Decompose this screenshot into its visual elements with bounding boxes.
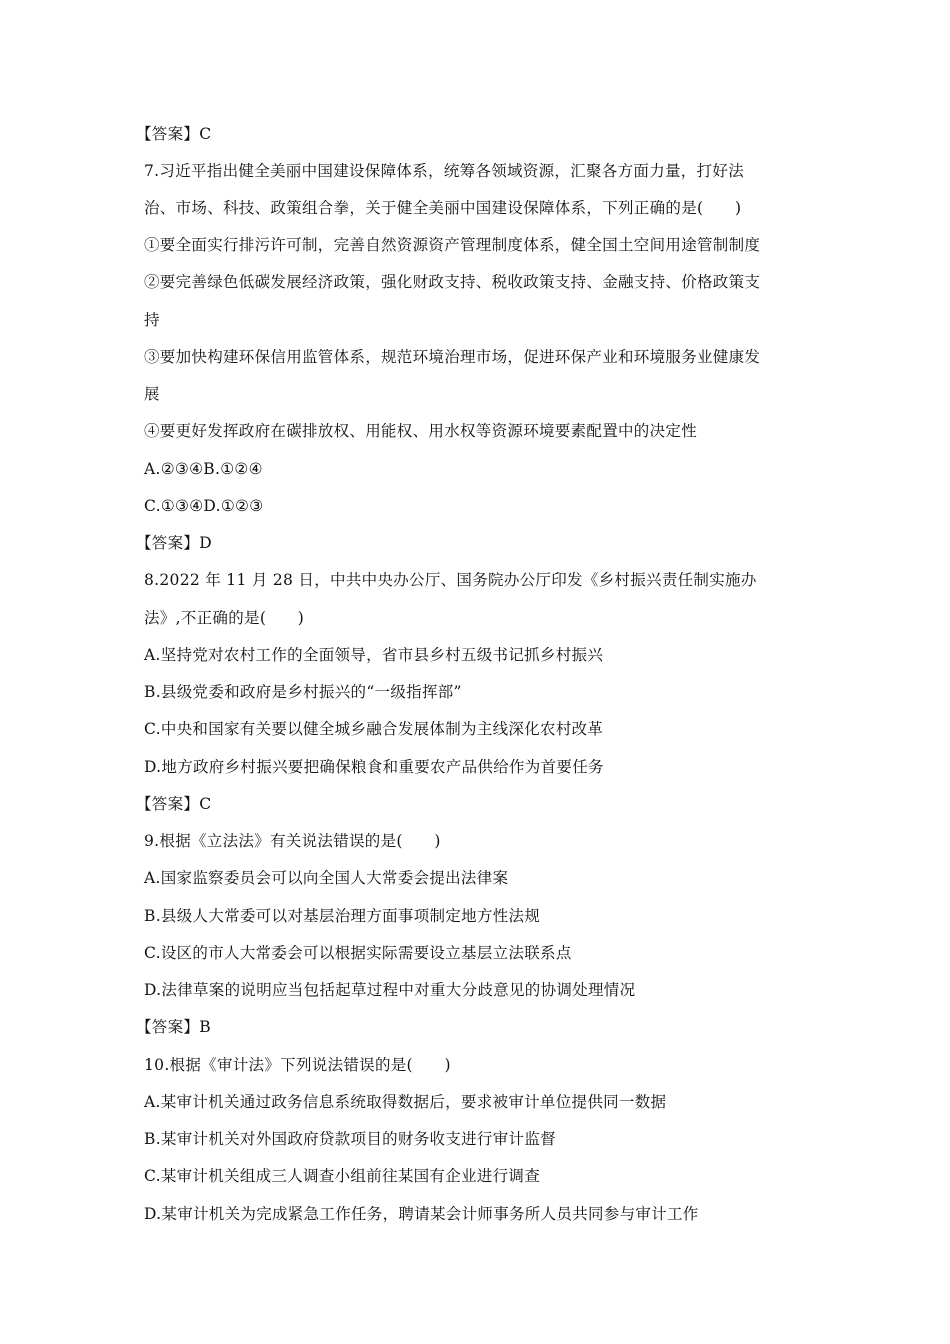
question-8-option-b: B.县级党委和政府是乡村振兴的“一级指挥部”	[144, 683, 462, 701]
answer-label: 【答案】C	[136, 795, 212, 813]
question-9-option-c: C.设区的市人大常委会可以根据实际需要设立基层立法联系点	[144, 944, 572, 962]
question-10-option-d: D.某审计机关为完成紧急工作任务，聘请某会计师事务所人员共同参与审计工作	[144, 1205, 699, 1223]
question-9-option-d: D.法律草案的说明应当包括起草过程中对重大分歧意见的协调处理情况	[144, 981, 636, 999]
question-10-option-b: B.某审计机关对外国政府贷款项目的财务收支进行审计监督	[144, 1130, 556, 1148]
answer-label: 【答案】D	[136, 534, 212, 552]
question-7-stem-line-1: 7.习近平指出健全美丽中国建设保障体系，统筹各领域资源，汇聚各方面力量，打好法	[144, 162, 744, 180]
question-8-option-c: C.中央和国家有关要以健全城乡融合发展体制为主线深化农村改革	[144, 720, 604, 738]
answer-label: 【答案】B	[136, 1018, 211, 1036]
question-7-statement-4: ④要更好发挥政府在碳排放权、用能权、用水权等资源环境要素配置中的决定性	[144, 422, 698, 440]
answer-label: 【答案】C	[136, 125, 212, 143]
question-7-statement-3: ③要加快构建环保信用监管体系，规范环境治理市场，促进环保产业和环境服务业健康发	[144, 348, 761, 366]
question-10-stem: 10.根据《审计法》下列说法错误的是( )	[144, 1056, 451, 1074]
question-9-stem: 9.根据《立法法》有关说法错误的是( )	[144, 832, 441, 850]
question-9-option-b: B.县级人大常委可以对基层治理方面事项制定地方性法规	[144, 907, 541, 925]
question-8-option-d: D.地方政府乡村振兴要把确保粮食和重要农产品供给作为首要任务	[144, 758, 604, 776]
question-10-option-a: A.某审计机关通过政务信息系统取得数据后，要求被审计单位提供同一数据	[144, 1093, 667, 1111]
question-7-options-cd: C.①③④D.①②③	[144, 497, 264, 515]
question-7-options-ab: A.②③④B.①②④	[144, 460, 263, 478]
question-7-statement-1: ①要全面实行排污许可制，完善自然资源资产管理制度体系，健全国土空间用途管制制度	[144, 236, 761, 254]
question-8-option-a: A.坚持党对农村工作的全面领导，省市县乡村五级书记抓乡村振兴	[144, 646, 604, 664]
question-7-statement-3-cont: 展	[144, 385, 160, 403]
question-7-stem-line-2: 治、市场、科技、政策组合拳，关于健全美丽中国建设保障体系，下列正确的是( )	[144, 199, 742, 217]
question-8-stem-line-1: 8.2022 年 11 月 28 日，中共中央办公厅、国务院办公厅印发《乡村振兴责任制实施办	[144, 571, 757, 589]
question-7-statement-2-cont: 持	[144, 311, 160, 329]
question-8-stem-line-2: 法》,不正确的是( )	[144, 609, 305, 627]
question-7-statement-2: ②要完善绿色低碳发展经济政策，强化财政支持、税收政策支持、金融支持、价格政策支	[144, 273, 761, 291]
question-9-option-a: A.国家监察委员会可以向全国人大常委会提出法律案	[144, 869, 509, 887]
question-10-option-c: C.某审计机关组成三人调查小组前往某国有企业进行调查	[144, 1167, 541, 1185]
